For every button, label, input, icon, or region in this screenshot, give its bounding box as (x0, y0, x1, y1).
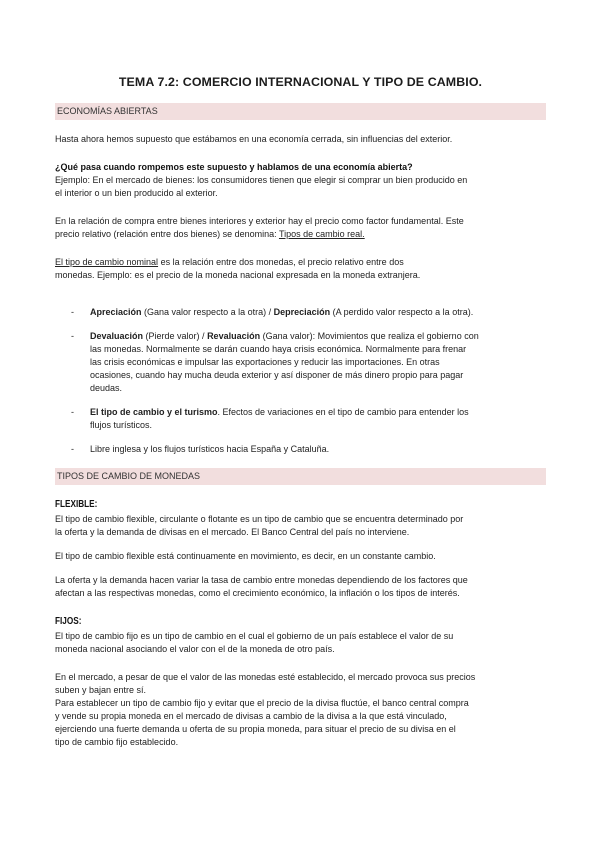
fijo-line-6: y vende su propia moneda en el mercado de divisas a cambio de la divisa a la que está vinculado, (55, 711, 447, 721)
page-title: TEMA 7.2: COMERCIO INTERNACIONAL Y TIPO DE CAMBIO. (118, 75, 483, 89)
list-text: (Pierde valor) / (143, 331, 208, 341)
bullet-dash: - (71, 307, 74, 317)
term-revaluacion: Revaluación (207, 331, 261, 341)
term-apreciacion: Apreciación (90, 307, 142, 317)
term-devaluacion: Devaluación (90, 331, 144, 341)
paragraph-intro: Hasta ahora hemos supuesto que estábamos en una economía cerrada, sin influencias del exterior. (55, 134, 453, 144)
flexible-line-2: la oferta y la demanda de divisas en el mercado. El Banco Central del país no interviene. (55, 527, 410, 537)
flexible-line-4: La oferta y la demanda hacen variar la tasa de cambio entre monedas dependiendo de los factores que (55, 575, 468, 585)
section-heading-economias-abiertas: ECONOMÍAS ABIERTAS (55, 103, 546, 120)
bullet-dash: - (71, 331, 74, 341)
list-item-body (90, 306, 546, 319)
fijo-line-5: Para establecer un tipo de cambio fijo y evitar que el precio de la divisa fluctúe, el banco central compra (55, 698, 469, 708)
fijo-line-3: En el mercado, a pesar de que el valor de las monedas esté establecido, el mercado provoca sus precios (55, 672, 476, 682)
list-line: ocasiones, cuando hay mucha deuda exterior y así disponer de más dinero propio para pagar (90, 370, 464, 380)
fijo-line-1: El tipo de cambio fijo es un tipo de cambio en el cual el gobierno de un país establece el valor de su (55, 631, 454, 641)
nominal-line-1 (55, 256, 546, 269)
list-line (90, 330, 546, 343)
bullet-dash: - (71, 444, 74, 454)
tipo-cambio-nominal-term: El tipo de cambio nominal (55, 257, 159, 267)
term-turismo: El tipo de cambio y el turismo (90, 407, 218, 417)
fijo-line-4: suben y bajan entre sí. (55, 685, 147, 695)
fijo-line-7: ejerciendo una fuerte demanda u oferta de su propia moneda, para situar el precio de su divisa en el (55, 724, 456, 734)
example-line-1: Ejemplo: En el mercado de bienes: los consumidores tienen que elegir si comprar un bien producido en (55, 175, 468, 185)
flexible-line-3: El tipo de cambio flexible está continuamente en movimiento, es decir, en un constante cambio. (55, 551, 436, 561)
tipos-cambio-real-term: Tipos de cambio real. (278, 229, 365, 239)
list-text: (A perdido valor respecto a la otra). (330, 307, 474, 317)
list-text: (Gana valor): Movimientos que realiza el gobierno con (260, 331, 479, 341)
list-text: . Efectos de variaciones en el tipo de cambio para entender los (217, 407, 469, 417)
nominal-line-2: monedas. Ejemplo: es el precio de la moneda nacional expresada en la moneda extranjera. (55, 270, 421, 280)
fijo-line-8: tipo de cambio fijo establecido. (55, 737, 179, 747)
list-line: las crisis económicas e impulsar las exportaciones y reducir las importaciones. En otras (90, 357, 440, 367)
relation-line-1: En la relación de compra entre bienes interiores y exterior hay el precio como factor fundamental. Este (55, 216, 464, 226)
nominal-text: es la relación entre dos monedas, el precio relativo entre dos (158, 257, 404, 267)
list-item-body (90, 330, 546, 395)
term-depreciacion: Depreciación (273, 307, 331, 317)
flexible-line-5: afectan a las respectivas monedas, como el crecimiento económico, la inflación o los tipos de interés. (55, 588, 460, 598)
example-line-2: el interior o un bien producido al exterior. (55, 188, 218, 198)
list-line: las monedas. Normalmente se darán cuando haya crisis económica. Normalmente para frenar (90, 344, 467, 354)
relation-line-2 (55, 228, 546, 241)
list-text: (Gana valor respecto a la otra) / (141, 307, 274, 317)
list-line: deudas. (90, 383, 123, 393)
list-line: flujos turísticos. (90, 420, 153, 430)
question-heading (55, 161, 546, 174)
section-heading-tipos-cambio: TIPOS DE CAMBIO DE MONEDAS (55, 468, 546, 485)
list-line (90, 406, 546, 419)
fijo-line-2: moneda nacional asociando el valor con el de la moneda de otro país. (55, 644, 335, 654)
bullet-dash: - (71, 407, 74, 417)
relation-text: precio relativo (relación entre dos bienes) se denomina: (55, 229, 279, 239)
subheading-flexible: FLEXIBLE: (55, 499, 98, 510)
subheading-fijos: FIJOS: (55, 616, 82, 627)
question-text: ¿Qué pasa cuando rompemos este supuesto y hablamos de una economía abierta? (55, 162, 413, 172)
list-item-body: Libre inglesa y los flujos turísticos hacia España y Cataluña. (90, 444, 330, 454)
flexible-line-1: El tipo de cambio flexible, circulante o flotante es un tipo de cambio que se encuentra determinado por (55, 514, 464, 524)
list-item-body (90, 406, 546, 432)
